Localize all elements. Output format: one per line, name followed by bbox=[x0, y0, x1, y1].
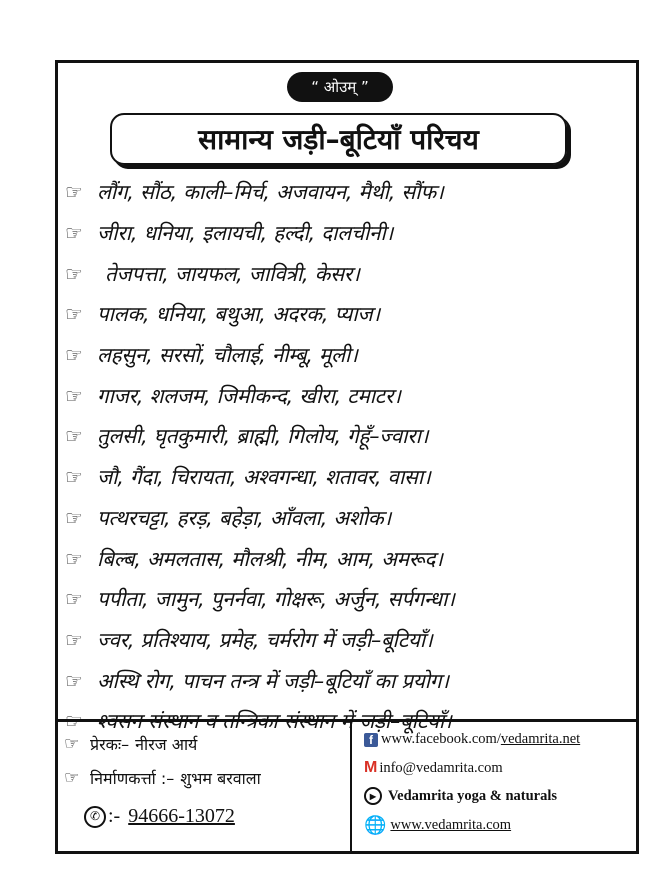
list-item bbox=[65, 335, 625, 376]
list-item-text: पपीता, जामुन, पुनर्नवा, गोक्षरू, अर्जुन, सर्पगन्धा। bbox=[97, 587, 455, 612]
website-url[interactable]: www.vedamrita.com bbox=[390, 817, 512, 833]
list-item-text: तुलसी, घृतकुमारी, ब्राह्मी, गिलोय, गेहूँ–ज्वारा। bbox=[97, 424, 429, 449]
list-item bbox=[65, 416, 625, 457]
facebook-link[interactable] bbox=[364, 731, 580, 748]
list-item-text: पालक, धनिया, बथुआ, अदरक, प्याज। bbox=[97, 302, 381, 327]
phone-separator: :- bbox=[108, 805, 121, 827]
maker-credit bbox=[64, 767, 261, 789]
pointing-hand-icon: ☞ bbox=[65, 424, 83, 449]
list-item bbox=[65, 172, 625, 213]
phone-number[interactable]: 94666-13072 bbox=[128, 805, 235, 827]
inspirer-label: प्रेरकः– bbox=[90, 735, 130, 754]
facebook-icon: f bbox=[364, 733, 378, 747]
website-link[interactable] bbox=[364, 815, 511, 836]
facebook-handle[interactable]: vedamrita.net bbox=[500, 731, 581, 747]
footer-column-divider bbox=[350, 720, 352, 854]
footer-divider bbox=[55, 719, 639, 722]
pointing-hand-icon: ☞ bbox=[64, 734, 80, 754]
list-item-text: तेजपत्ता, जायफल, जावित्री, केसर। bbox=[105, 261, 360, 286]
email-link[interactable] bbox=[364, 759, 503, 777]
pointing-hand-icon: ☞ bbox=[65, 465, 83, 490]
list-item-text: लौंग, सौंठ, काली–मिर्च, अजवायन, मैथी, सौंफ। bbox=[97, 180, 444, 205]
list-item-text: बिल्ब, अमलतास, मौलश्री, नीम, आम, अमरूद। bbox=[97, 546, 443, 571]
list-item-text: जीरा, धनिया, इलायची, हल्दी, दालचीनी। bbox=[97, 221, 394, 246]
list-item bbox=[65, 579, 625, 620]
pointing-hand-icon: ☞ bbox=[65, 180, 83, 205]
pointing-hand-icon: ☞ bbox=[65, 221, 83, 246]
list-item-text: पत्थरचट्टा, हरड़, बहेड़ा, आँवला, अशोक। bbox=[97, 505, 392, 530]
list-item bbox=[65, 213, 625, 254]
email-address[interactable]: info@vedamrita.com bbox=[379, 759, 503, 776]
list-item bbox=[65, 294, 625, 335]
globe-icon: 🌐 bbox=[364, 815, 387, 835]
page-title: सामान्य जड़ी–बूटियाँ परिचय bbox=[198, 123, 479, 156]
om-text: “ ओउम् ” bbox=[311, 78, 369, 96]
list-item bbox=[65, 538, 625, 579]
youtube-link[interactable] bbox=[364, 787, 557, 805]
youtube-icon: ▶ bbox=[364, 787, 382, 805]
list-item bbox=[65, 620, 625, 661]
inspirer-name: नीरज आर्य bbox=[135, 735, 198, 754]
list-item bbox=[65, 457, 625, 498]
title-box bbox=[110, 113, 567, 165]
herb-list bbox=[65, 172, 625, 742]
list-item bbox=[65, 253, 625, 294]
om-badge bbox=[287, 72, 393, 102]
pointing-hand-icon: ☞ bbox=[65, 383, 83, 408]
list-item-text: अस्थि रोग, पाचन तन्त्र में जड़ी–बूटियाँ का प्रयोग। bbox=[97, 668, 449, 693]
maker-label: निर्माणकर्त्ता :– bbox=[90, 769, 175, 788]
list-item-text: लहसुन, सरसों, चौलाई, नीम्बू, मूली। bbox=[97, 343, 358, 368]
list-item bbox=[65, 375, 625, 416]
pointing-hand-icon: ☞ bbox=[65, 627, 83, 652]
list-item-text: जौ, गैंदा, चिरायता, अश्वगन्धा, शतावर, वासा। bbox=[97, 465, 431, 490]
pointing-hand-icon: ☞ bbox=[65, 668, 83, 693]
pointing-hand-icon: ☞ bbox=[64, 768, 80, 788]
inspirer-credit bbox=[64, 733, 197, 755]
whatsapp-icon: ✆ bbox=[84, 806, 106, 828]
maker-name: शुभम बरवाला bbox=[180, 769, 261, 788]
pointing-hand-icon: ☞ bbox=[65, 343, 83, 368]
list-item-text: ज्वर, प्रतिश्याय, प्रमेह, चर्मरोग में जड़ी–बूटियाँ। bbox=[97, 627, 433, 652]
pointing-hand-icon: ☞ bbox=[65, 302, 83, 327]
list-item-text: गाजर, शलजम, जिमीकन्द, खीरा, टमाटर। bbox=[97, 383, 401, 408]
list-item bbox=[65, 498, 625, 539]
pointing-hand-icon: ☞ bbox=[65, 261, 83, 286]
pointing-hand-icon: ☞ bbox=[65, 587, 83, 612]
list-item bbox=[65, 660, 625, 701]
gmail-icon: M bbox=[364, 759, 378, 776]
phone-contact[interactable] bbox=[84, 805, 235, 828]
pointing-hand-icon: ☞ bbox=[65, 505, 83, 530]
youtube-channel[interactable]: Vedamrita yoga & naturals bbox=[388, 787, 558, 804]
facebook-prefix: www.facebook.com/ bbox=[381, 731, 501, 747]
pointing-hand-icon: ☞ bbox=[65, 546, 83, 571]
